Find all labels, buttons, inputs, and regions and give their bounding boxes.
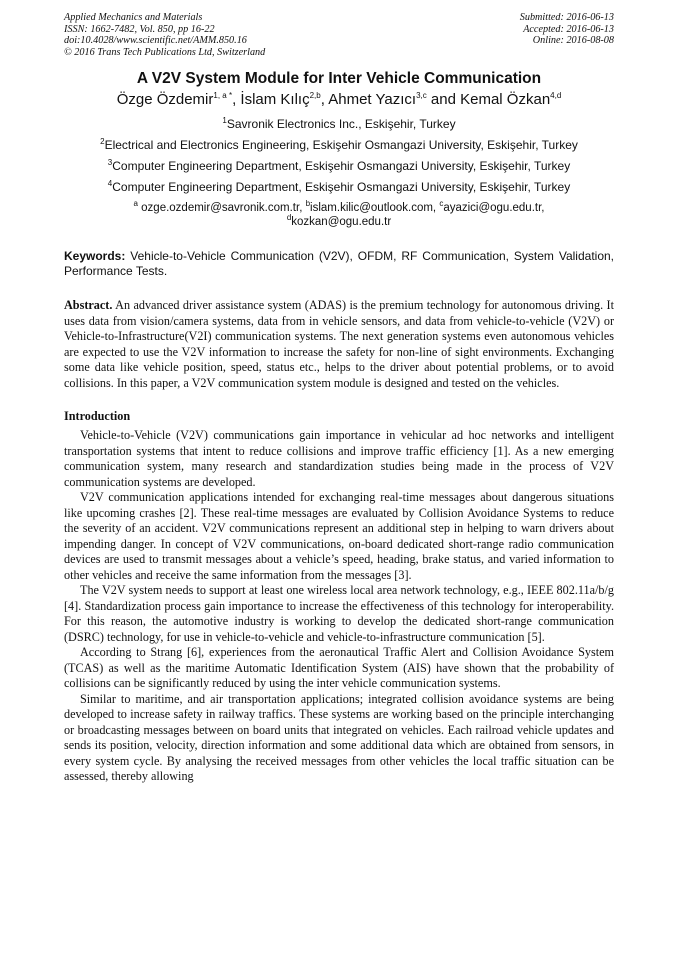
email-address: ozge.ozdemir@savronik.com.tr,: [141, 202, 306, 214]
affiliation-text: Electrical and Electronics Engineering, Eskişehir Osmangazi University, Eskişehir, Turkey: [104, 138, 578, 152]
author-name: Ahmet Yazıcı: [328, 91, 417, 108]
body-paragraph: According to Strang [6], experiences from the aeronautical Traffic Alert and Collision Avoidance System (TCAS) as well as the maritime Automatic Identification System (AIS) have shown that the probability of collisions can be significantly reduced by using the inter vehicle communication systems.: [64, 645, 614, 690]
body-paragraph: The V2V system needs to support at least one wireless local area network technology, e.g., IEEE 802.11a/b/g [4]. Standardization process gain importance to increase the effectiveness of this technology for interoperability. For this reason, the automotive industry is working to develop the dedicated short-range communication (DSRC) technology, for use in vehicle-to-vehicle and vehicle-to-infrastructure communication [5].: [64, 583, 614, 644]
affiliation-text: Computer Engineering Department, Eskişehir Osmangazi University, Eskişehir, Turkey: [112, 159, 571, 173]
journal-doi: doi:10.4028/www.scientific.net/AMM.850.16: [64, 35, 247, 46]
online-date: Online: 2016-08-08: [532, 35, 614, 46]
journal-info: [64, 12, 265, 58]
email-address: ayazici@ogu.edu.tr,: [443, 202, 545, 214]
affiliation: [64, 118, 614, 131]
keywords-text: Vehicle-to-Vehicle Communication (V2V), OFDM, RF Communication, System Validation, Performance Tests.: [64, 249, 614, 278]
email-marker: c: [439, 199, 444, 209]
affiliation-text: Savronik Electronics Inc., Eskişehir, Turkey: [226, 117, 456, 131]
author-separator: ,: [232, 91, 241, 108]
author-marker: 1, a *: [213, 91, 233, 100]
email-marker: a: [133, 199, 138, 209]
keywords-label: Keywords:: [64, 249, 126, 263]
journal-copyright: © 2016 Trans Tech Publications Ltd, Switzerland: [64, 46, 266, 58]
affiliation-marker: 2: [100, 137, 105, 146]
author-name: Kemal Özkan: [460, 91, 551, 108]
body-paragraph: Similar to maritime, and air transportation applications; integrated collision avoidance systems are being developed to increase safety in railway traffics. These systems are working based on the principle interchanging or broadcasting messages between on board units that integrated on vehicles. Each railroad vehicle updates and sends its position, velocity, direction information and some additional data which are obtained from sensors, in every system cycle. By analysing the received messages from other vehicles the local traffic situation can be assessed, thereby allowing: [64, 691, 614, 783]
keywords: [64, 249, 614, 278]
author-emails: [64, 201, 614, 229]
body-paragraph: Vehicle-to-Vehicle (V2V) communications gain importance in vehicular ad hoc networks and intelligent transportation systems that intent to reduce collisions and improve traffic efficiency [1]. As a new emerging communication system, many research and standardization studies being made in the process of V2V communication systems are developed.: [64, 428, 614, 489]
author-separator: ,: [320, 91, 329, 108]
author-marker: 2,b: [309, 91, 321, 100]
affiliation-marker: 1: [222, 116, 227, 125]
submission-dates: [520, 12, 614, 58]
paper-title: A V2V System Module for Inter Vehicle Communication: [136, 70, 542, 87]
journal-header: [64, 12, 614, 58]
abstract-text: An advanced driver assistance system (ADAS) is the premium technology for autonomous driving. It uses data from vision/camera systems, data from in vehicle sensors, and data from vehicle-to-vehicle (V2V) or Vehicle-to-Infrastructure(V2I) communication systems. The next generation systems even autonomous vehicles are expected to use the V2V information to increase the safety for non-line of sight environments. Exchanging some data like vehicle position, speed, status etc., helps to the driver about potential problems, or to avoid collisions. In this paper, a V2V communication system module is designed and tested on the vehicles.: [64, 298, 614, 390]
author-name: İslam Kılıç: [240, 91, 310, 108]
journal-name: Applied Mechanics and Materials: [64, 12, 203, 23]
email-marker: d: [286, 213, 292, 223]
affiliation-marker: 4: [107, 179, 113, 188]
author-marker: 4,d: [550, 91, 562, 100]
section-heading: Introduction: [64, 409, 131, 423]
email-marker: b: [305, 199, 311, 209]
email-address: kozkan@ogu.edu.tr: [291, 216, 392, 228]
author-separator: and: [426, 91, 461, 108]
affiliation-text: Computer Engineering Department, Eskişehir Osmangazi University, Eskişehir, Turkey: [112, 180, 571, 194]
journal-issn: ISSN: 1662-7482, Vol. 850, pp 16-22: [64, 23, 215, 35]
author-name: Özge Özdemir: [116, 91, 214, 108]
body-paragraph: V2V communication applications intended for exchanging real-time messages about dangerous situations like upcoming crashes [2]. These real-time messages are evaluated by Collision Avoidance Systems to reduce the severity of an accident. V2V communications represent an additional step in helping to warn drivers about impending danger. In concept of V2V communications, on-board dedicated short-range radio communication devices are used to transmit messages about a vehicle’s speed, heading, brake status, and varied information to other vehicles and receive the same information from the messages [3].: [64, 490, 614, 582]
affiliation: [64, 160, 614, 173]
author-marker: 3,c: [416, 91, 427, 100]
email-address: islam.kilic@outlook.com,: [310, 202, 440, 214]
author-list: [64, 90, 614, 110]
affiliation-marker: 3: [107, 158, 113, 167]
affiliation: [64, 139, 614, 152]
submitted-date: Submitted: 2016-06-13: [519, 12, 614, 23]
affiliation: [64, 181, 614, 194]
abstract-label: Abstract.: [64, 298, 113, 312]
accepted-date: Accepted: 2016-06-13: [523, 23, 614, 35]
abstract: [64, 298, 614, 391]
